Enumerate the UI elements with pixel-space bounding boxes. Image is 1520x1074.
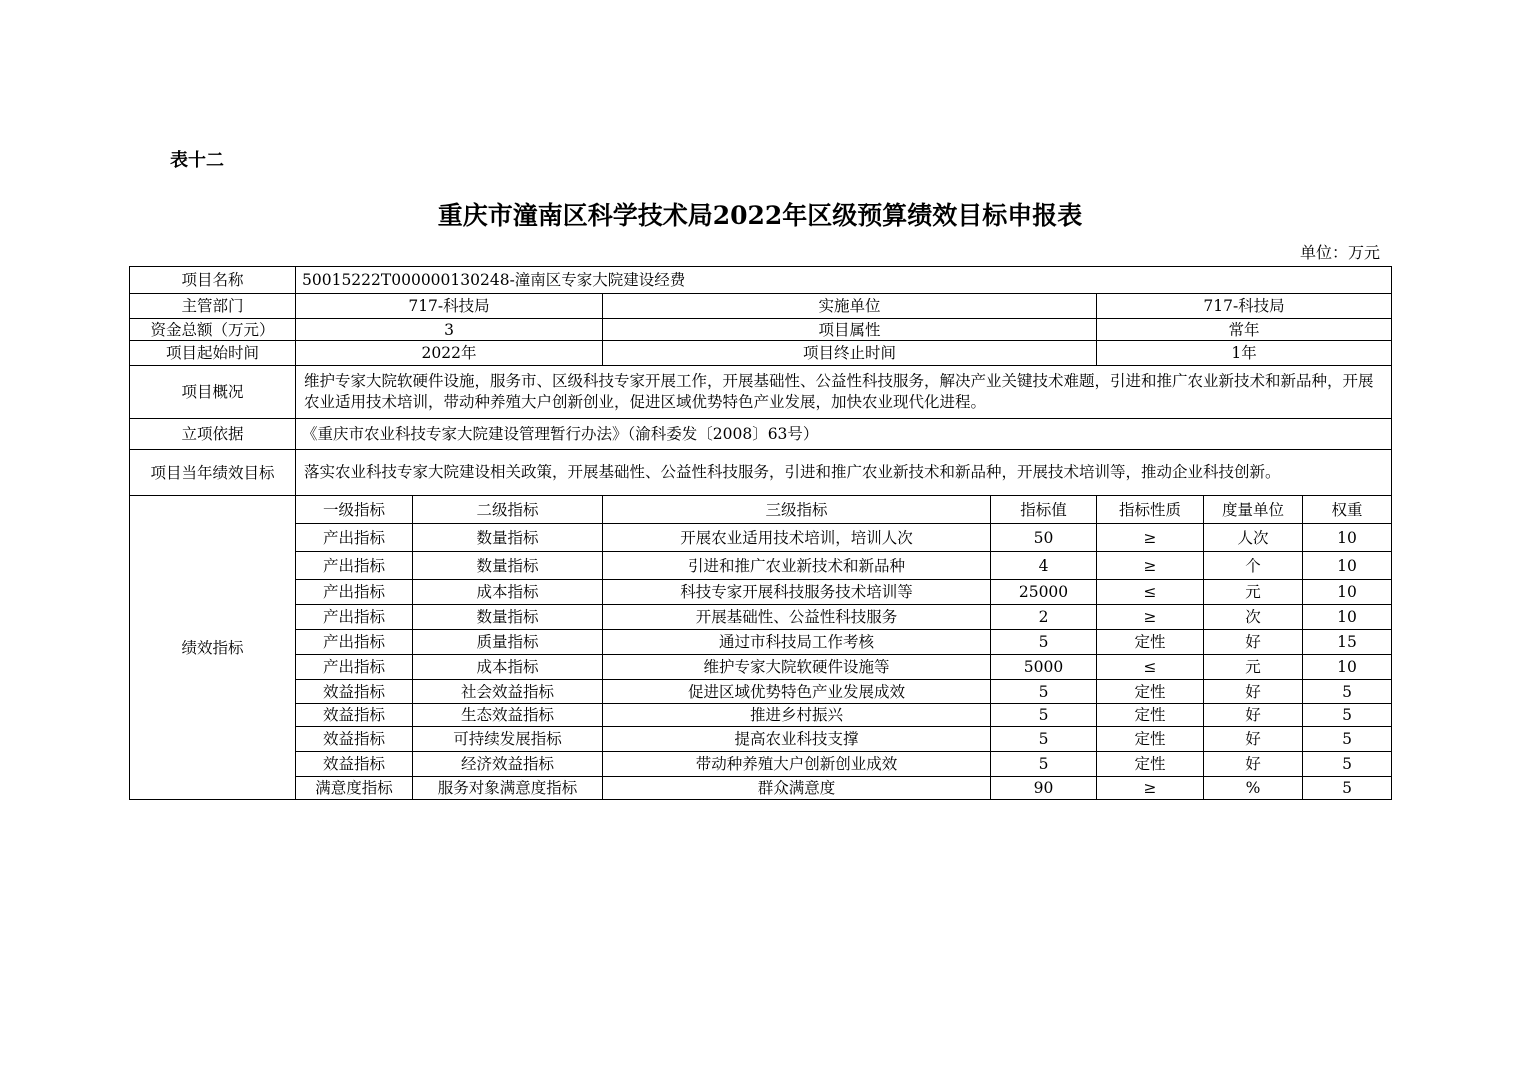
- indicator-value: 5: [991, 630, 1097, 655]
- indicator-level2: 社会效益指标: [413, 680, 603, 704]
- row-goal: [130, 450, 1392, 496]
- row-department: [130, 294, 1392, 319]
- unit-label: 单位：万元: [1299, 243, 1380, 262]
- indicator-nature: ≥: [1097, 524, 1204, 552]
- indicator-level3: 科技专家开展科技服务技术培训等: [603, 580, 991, 605]
- indicator-unit: 人次: [1204, 524, 1303, 552]
- indicator-level3: 促进区域优势特色产业发展成效: [603, 680, 991, 704]
- header-level2: 二级指标: [413, 496, 603, 524]
- indicator-weight: 10: [1303, 552, 1392, 580]
- header-level3: 三级指标: [603, 496, 991, 524]
- indicator-row: [130, 704, 1392, 727]
- indicator-level3: 群众满意度: [603, 777, 991, 800]
- row-basis: [130, 419, 1392, 450]
- indicator-level3: 通过市科技局工作考核: [603, 630, 991, 655]
- indicator-weight: 10: [1303, 524, 1392, 552]
- indicator-weight: 5: [1303, 752, 1392, 777]
- table-label: 表十二: [170, 150, 224, 171]
- indicator-row: [130, 655, 1392, 680]
- indicator-level1: 产出指标: [296, 524, 413, 552]
- indicator-nature: 定性: [1097, 704, 1204, 727]
- overview-value: 维护专家大院软硬件设施，服务市、区级科技专家开展工作，开展基础性、公益性科技服务，解决产业关键技术难题，引进和推广农业新技术和新品种，开展农业适用技术培训，带动种养殖大户创新创业，促进区域优势特色产业发展，加快农业现代化进程。: [296, 366, 1392, 419]
- indicator-level2: 质量指标: [413, 630, 603, 655]
- dept-label: 主管部门: [130, 294, 296, 319]
- indicator-weight: 10: [1303, 580, 1392, 605]
- goal-label: 项目当年绩效目标: [130, 450, 296, 496]
- indicator-level3: 引进和推广农业新技术和新品种: [603, 552, 991, 580]
- indicator-level3: 维护专家大院软硬件设施等: [603, 655, 991, 680]
- indicator-unit: 好: [1204, 680, 1303, 704]
- indicator-level2: 数量指标: [413, 552, 603, 580]
- indicator-level1: 效益指标: [296, 727, 413, 752]
- attr-value: 常年: [1097, 319, 1392, 341]
- indicator-value: 4: [991, 552, 1097, 580]
- document-title: 重庆市潼南区科学技术局2022年区级预算绩效目标申报表: [437, 201, 1083, 230]
- indicator-unit: 好: [1204, 727, 1303, 752]
- indicator-header-row: [130, 496, 1392, 524]
- indicator-unit: 好: [1204, 704, 1303, 727]
- indicator-level2: 成本指标: [413, 655, 603, 680]
- dept-value: 717-科技局: [296, 294, 603, 319]
- row-project-name: [130, 267, 1392, 294]
- indicator-weight: 15: [1303, 630, 1392, 655]
- indicator-level2: 成本指标: [413, 580, 603, 605]
- indicator-level2: 服务对象满意度指标: [413, 777, 603, 800]
- row-fund: [130, 319, 1392, 341]
- indicator-value: 5: [991, 752, 1097, 777]
- goal-value: 落实农业科技专家大院建设相关政策，开展基础性、公益性科技服务，引进和推广农业新技术和新品种，开展技术培训等，推动企业科技创新。: [296, 450, 1392, 496]
- indicator-level1: 产出指标: [296, 580, 413, 605]
- indicator-unit: 次: [1204, 605, 1303, 630]
- overview-label: 项目概况: [130, 366, 296, 419]
- end-value: 1年: [1097, 341, 1392, 366]
- basis-value: 《重庆市农业科技专家大院建设管理暂行办法》（渝科委发〔2008〕63号）: [296, 419, 1392, 450]
- header-weight: 权重: [1303, 496, 1392, 524]
- indicator-unit: 元: [1204, 580, 1303, 605]
- performance-report-table: [129, 266, 1392, 800]
- indicator-nature: 定性: [1097, 680, 1204, 704]
- indicator-weight: 5: [1303, 680, 1392, 704]
- header-nature: 指标性质: [1097, 496, 1204, 524]
- indicator-row: [130, 752, 1392, 777]
- end-label: 项目终止时间: [603, 341, 1097, 366]
- indicator-level3: 开展农业适用技术培训，培训人次: [603, 524, 991, 552]
- indicator-row: [130, 552, 1392, 580]
- indicator-level1: 效益指标: [296, 752, 413, 777]
- indicator-level1: 产出指标: [296, 552, 413, 580]
- indicator-level3: 开展基础性、公益性科技服务: [603, 605, 991, 630]
- indicator-row: [130, 580, 1392, 605]
- indicator-unit: %: [1204, 777, 1303, 800]
- indicator-unit: 好: [1204, 752, 1303, 777]
- indicator-level2: 可持续发展指标: [413, 727, 603, 752]
- indicator-nature: 定性: [1097, 752, 1204, 777]
- indicator-level2: 数量指标: [413, 605, 603, 630]
- indicator-nature: 定性: [1097, 630, 1204, 655]
- indicator-level1: 效益指标: [296, 704, 413, 727]
- header-level1: 一级指标: [296, 496, 413, 524]
- header-unit: 度量单位: [1204, 496, 1303, 524]
- indicator-nature: ≤: [1097, 580, 1204, 605]
- fund-label: 资金总额（万元）: [130, 319, 296, 341]
- indicator-level2: 数量指标: [413, 524, 603, 552]
- indicator-weight: 10: [1303, 605, 1392, 630]
- indicator-nature: ≥: [1097, 552, 1204, 580]
- indicator-level3: 带动种养殖大户创新创业成效: [603, 752, 991, 777]
- indicator-nature: ≤: [1097, 655, 1204, 680]
- indicator-level3: 推进乡村振兴: [603, 704, 991, 727]
- indicator-row: [130, 524, 1392, 552]
- start-value: 2022年: [296, 341, 603, 366]
- indicator-level2: 生态效益指标: [413, 704, 603, 727]
- indicator-level1: 效益指标: [296, 680, 413, 704]
- indicator-level1: 满意度指标: [296, 777, 413, 800]
- project-name-value: 50015222T000000130248-潼南区专家大院建设经费: [296, 267, 1392, 294]
- indicator-value: 50: [991, 524, 1097, 552]
- indicator-row: [130, 605, 1392, 630]
- indicator-unit: 元: [1204, 655, 1303, 680]
- row-time: [130, 341, 1392, 366]
- indicator-row: [130, 630, 1392, 655]
- indicator-nature: 定性: [1097, 727, 1204, 752]
- indicator-unit: 个: [1204, 552, 1303, 580]
- indicator-row: [130, 727, 1392, 752]
- basis-label: 立项依据: [130, 419, 296, 450]
- indicator-level1: 产出指标: [296, 605, 413, 630]
- indicator-nature: ≥: [1097, 605, 1204, 630]
- fund-value: 3: [296, 319, 603, 341]
- impl-label: 实施单位: [603, 294, 1097, 319]
- impl-value: 717-科技局: [1097, 294, 1392, 319]
- indicator-row: [130, 777, 1392, 800]
- indicator-weight: 5: [1303, 777, 1392, 800]
- start-label: 项目起始时间: [130, 341, 296, 366]
- indicator-level1: 产出指标: [296, 630, 413, 655]
- indicators-section-label: 绩效指标: [130, 496, 296, 800]
- indicator-value: 5: [991, 727, 1097, 752]
- row-overview: [130, 366, 1392, 419]
- indicator-weight: 5: [1303, 704, 1392, 727]
- project-name-label: 项目名称: [130, 267, 296, 294]
- indicator-weight: 5: [1303, 727, 1392, 752]
- indicator-value: 5: [991, 704, 1097, 727]
- attr-label: 项目属性: [603, 319, 1097, 341]
- indicator-row: [130, 680, 1392, 704]
- indicator-value: 90: [991, 777, 1097, 800]
- header-value: 指标值: [991, 496, 1097, 524]
- indicator-value: 5000: [991, 655, 1097, 680]
- indicator-unit: 好: [1204, 630, 1303, 655]
- indicator-value: 25000: [991, 580, 1097, 605]
- indicator-weight: 10: [1303, 655, 1392, 680]
- indicator-value: 2: [991, 605, 1097, 630]
- indicator-level3: 提高农业科技支撑: [603, 727, 991, 752]
- indicator-value: 5: [991, 680, 1097, 704]
- indicator-nature: ≥: [1097, 777, 1204, 800]
- indicator-level1: 产出指标: [296, 655, 413, 680]
- report-body: [130, 267, 1392, 800]
- indicator-level2: 经济效益指标: [413, 752, 603, 777]
